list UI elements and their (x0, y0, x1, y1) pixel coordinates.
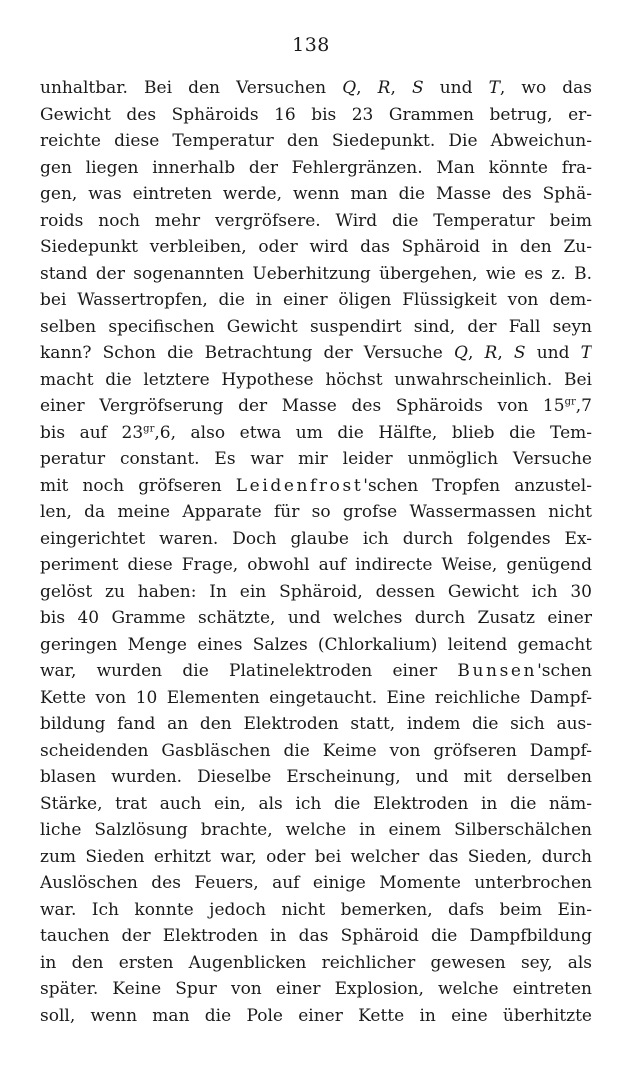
text-line: Gewicht des Sphäroids 16 bis 23 Grammen betrug, er- (40, 104, 592, 125)
text-line: in den ersten Augenblicken reichlicher gewesen sey, als (40, 952, 592, 973)
text-line: bis auf $23^{gr},6$, also etwa um die Hälfte, blieb die Tem- (40, 422, 592, 443)
text-line: periment diese Frage, obwohl auf indirecte Weise, genügend (40, 555, 592, 575)
page-number: 138 (292, 34, 330, 56)
text-line: stand der sogenannten Ueberhitzung übergehen, wie es z. B. (40, 263, 592, 284)
text-line: Stärke, trat auch ein, als ich die Elektroden in die näm- (40, 793, 592, 814)
text-line: blasen wurden. Dieselbe Erscheinung, und mit derselben (40, 767, 592, 787)
text-line: später. Keine Spur von einer Explosion, welche eintreten (40, 979, 592, 999)
text-line: war, wurden die Platinelektroden einer Bunsen'schen (40, 661, 592, 681)
text-line: Siedepunkt verbleiben, oder wird das Sphäroid in den Zu- (40, 237, 592, 257)
text-line: len, da meine Apparate für so grofse Wassermassen nicht (40, 502, 592, 522)
text-line: bildung fand an den Elektroden statt, indem die sich aus- (40, 714, 592, 734)
text-line: gelöst zu haben: In ein Sphäroid, dessen Gewicht ich 30 (40, 581, 592, 602)
text-line: gen liegen innerhalb der Fehlergränzen. Man könnte fra- (40, 157, 592, 178)
text-line: kann? Schon die Betrachtung der Versuche Q, R, S und T (40, 343, 592, 363)
text-line: Kette von 10 Elementen eingetaucht. Eine reichliche Dampf- (40, 687, 592, 708)
text-line: bis 40 Gramme schätzte, und welches durch Zusatz einer (40, 608, 592, 628)
text-line: bei Wassertropfen, die in einer öligen Flüssigkeit von dem- (40, 290, 592, 310)
text-line: Auslöschen des Feuers, auf einige Momente unterbrochen (40, 873, 592, 893)
text-line: mit noch gröfseren Leidenfrost'schen Tropfen anzustel- (40, 475, 592, 496)
text-line: tauchen der Elektroden in das Sphäroid die Dampfbildung (40, 926, 592, 946)
text-line: reichte diese Temperatur den Siedepunkt. Die Abweichun- (40, 131, 592, 151)
text-line: war. Ich konnte jedoch nicht bemerken, dafs beim Ein- (40, 899, 592, 920)
body-text (40, 75, 592, 1029)
text-line: unhaltbar. Bei den Versuchen Q, R, S und T, wo das (40, 78, 592, 98)
text-line: liche Salzlösung brachte, welche in einem Silberschälchen (40, 820, 592, 840)
text-line: soll, wenn man die Pole einer Kette in eine überhitzte (40, 1005, 592, 1026)
text-line: roids noch mehr vergröfsere. Wird die Temperatur beim (40, 210, 592, 231)
text-line: macht die letztere Hypothese höchst unwahrscheinlich. Bei (40, 369, 592, 390)
text-line: einer Vergröfserung der Masse des Sphäroids von $15^{gr},7$ (40, 396, 592, 416)
text-line: zum Sieden erhitzt war, oder bei welcher das Sieden, durch (40, 846, 592, 867)
text-line: geringen Menge eines Salzes (Chlorkalium) leitend gemacht (40, 634, 592, 655)
text-line: scheidenden Gasbläschen die Keime von gröfseren Dampf- (40, 740, 592, 761)
text-line: peratur constant. Es war mir leider unmöglich Versuche (40, 449, 592, 469)
text-line: eingerichtet waren. Doch glaube ich durch folgendes Ex- (40, 528, 592, 549)
text-line: selben specifischen Gewicht suspendirt sind, der Fall seyn (40, 316, 592, 337)
text-line: gen, was eintreten werde, wenn man die Masse des Sphä- (40, 184, 592, 204)
